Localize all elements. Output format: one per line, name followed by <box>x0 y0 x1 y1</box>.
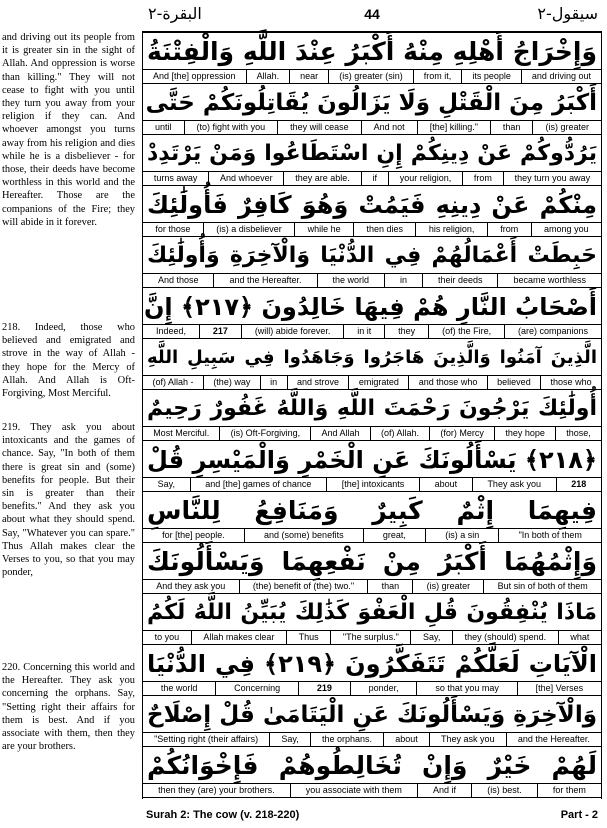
gloss-cell: turns away <box>153 173 198 183</box>
verse-row <box>143 441 601 492</box>
gloss-cell: Allah. <box>246 70 290 83</box>
verse-row <box>143 237 601 288</box>
gloss-cell: and [the] games of chance <box>190 478 326 491</box>
gloss-cell: to you <box>154 632 180 642</box>
gloss-cell: in it <box>343 325 384 338</box>
gloss-line <box>143 579 601 593</box>
gloss-cell: among you <box>531 223 601 236</box>
gloss-cell: ponder, <box>350 682 417 695</box>
gloss-cell: if <box>361 172 388 185</box>
verse-row <box>143 594 601 645</box>
gloss-cell: Most Merciful. <box>153 428 210 438</box>
arabic-text: وَإِثْمُهُمَا أَكْبَرُ مِنْ نَفْعِهِمَا وَيَسْأَلُونَكَ <box>147 547 597 576</box>
gloss-cell: Say, <box>410 631 452 644</box>
verse-row <box>143 33 601 84</box>
gloss-cell: (of) Allah - <box>152 377 194 387</box>
arabic-text: الْآيَاتِ لَعَلَّكُمْ تَتَفَكَّرُونَ ﴿٢١٩﴾ فِي الدُّنْيَا <box>147 650 597 678</box>
gloss-cell: [the] Verses <box>517 682 601 695</box>
translation-paragraph-continued: and driving out its people from it is greater sin in the sight of Allah. And oppression is worse than killing." They will not cease to fight with you until they turn you away from your religion if they can. And whoever amongst you turns away from his religion and dies while he is a disbeliever - for those, their deeds have become worthless in this world and the Hereafter. Those are the companions of the Fire; they will abide in it forever. <box>2 32 135 228</box>
gloss-cell: from <box>487 223 531 236</box>
translation-paragraph-220: 220. Concerning this world and the Hereafter. They ask you concerning the orphans. Say, "Setting right their affairs for them is best. And if you associate with them, then they are your brothers. <box>2 662 135 753</box>
arabic-text: الَّذِينَ آمَنُوا وَالَّذِينَ هَاجَرُوا وَجَاهَدُوا فِي سَبِيلِ اللَّهِ <box>147 347 597 368</box>
gloss-line <box>143 783 601 797</box>
gloss-cell: until <box>155 122 172 132</box>
gloss-cell: Concerning <box>215 682 298 695</box>
verse-row <box>143 747 601 798</box>
gloss-cell: and strove <box>287 376 349 389</box>
arabic-text: وَإِخْرَاجُ أَهْلِهِ مِنْهُ أَكْبَرُ عِنْدَ اللَّهِ وَالْفِتْنَةُ <box>147 37 597 66</box>
gloss-cell: (is) greater (sin) <box>328 70 413 83</box>
gloss-cell: and those who <box>408 376 486 389</box>
verse-row <box>143 645 601 696</box>
gloss-line <box>143 732 601 746</box>
verse-row <box>143 339 601 390</box>
gloss-line <box>143 477 601 491</box>
gloss-cell: (is) greater <box>412 580 483 593</box>
gloss-cell: And they ask you <box>156 581 226 591</box>
gloss-cell: the world <box>160 683 198 693</box>
gloss-cell: for those <box>155 224 191 234</box>
gloss-cell: near <box>289 70 328 83</box>
gloss-cell: (the) way <box>203 376 260 389</box>
gloss-cell: 217 <box>199 325 241 338</box>
gloss-cell: so that you may <box>416 682 516 695</box>
arabic-text: وَالْآخِرَةِ وَيَسْأَلُونَكَ عَنِ الْيَتَامَىٰ قُلْ إِصْلَاحٌ <box>147 702 597 728</box>
translation-paragraph-219: 219. They ask you about intoxicants and the games of chance. Say, "In both of them there is great sin and (some) benefits for people. But their sin is greater than their benefits." And they ask you about what they should spend. Say, "Whatever you can spare." Thus Allah makes clear the Verses to you, so that you may ponder, <box>2 422 135 579</box>
gloss-cell: [the] intoxicants <box>326 478 419 491</box>
gloss-cell: And [the] oppression <box>152 71 236 81</box>
translation-paragraph-218: 218. Indeed, those who believed and emigrated and strove in the way of Allah - they hope for the Mercy of Allah. And Allah is Oft-Forgiving, Most Merciful. <box>2 322 135 400</box>
gloss-cell: than <box>367 580 412 593</box>
page-header <box>142 0 602 31</box>
gloss-cell: they <box>384 325 428 338</box>
gloss-cell: in <box>260 376 287 389</box>
surah-reference: Surah 2: The cow (v. 218-220) <box>146 809 300 821</box>
gloss-cell: 218 <box>556 478 601 491</box>
verse-row <box>143 492 601 543</box>
page-number: 44 <box>364 6 380 22</box>
gloss-cell: they will cease <box>277 121 361 134</box>
gloss-line <box>143 69 601 83</box>
gloss-cell: for them <box>537 784 601 797</box>
arabic-text: يَرُدُّوكُمْ عَنْ دِينِكُمْ إِنِ اسْتَطَاعُوا وَمَنْ يَرْتَدِدْ <box>147 141 597 166</box>
verse-row <box>143 696 601 747</box>
gloss-cell: They ask you <box>429 733 506 746</box>
arabic-text: لَهُمْ خَيْرٌ وَإِنْ تُخَالِطُوهُمْ فَإِخْوَانُكُمْ <box>147 751 597 780</box>
gloss-cell: the orphans. <box>310 733 383 746</box>
gloss-cell: (is) best. <box>471 784 537 797</box>
gloss-cell: (the) benefit of (the) two." <box>239 580 368 593</box>
gloss-cell: than <box>490 121 533 134</box>
gloss-cell: And if <box>417 784 471 797</box>
gloss-cell: (for) Mercy <box>429 427 494 440</box>
gloss-line <box>143 375 601 389</box>
gloss-cell: then dies <box>353 223 415 236</box>
arabic-text: مَاذَا يُنْفِقُونَ قُلِ الْعَفْوَ كَذَٰلِكَ يُبَيِّنُ اللَّهُ لَكُمُ <box>147 600 597 625</box>
gloss-cell: became worthless <box>497 274 601 287</box>
gloss-cell: they (should) spend. <box>452 631 558 644</box>
verse-row <box>143 135 601 186</box>
gloss-cell: (is) a sin <box>425 529 498 542</box>
gloss-cell: and the Hereafter. <box>213 274 316 287</box>
gloss-cell: in <box>384 274 422 287</box>
gloss-cell: Say, <box>157 479 175 489</box>
gloss-cell: Allah makes clear <box>191 631 286 644</box>
page-footer <box>142 805 602 825</box>
gloss-cell: (are) companions <box>504 325 601 338</box>
verse-row <box>143 186 601 237</box>
word-by-word-grid <box>142 31 602 799</box>
verse-row <box>143 84 601 135</box>
gloss-line <box>143 171 601 185</box>
gloss-cell: your religion, <box>388 172 462 185</box>
gloss-cell: And those <box>157 275 199 285</box>
gloss-line <box>143 426 601 440</box>
arabic-text: ﴿٢١٨﴾ يَسْأَلُونَكَ عَنِ الْخَمْرِ وَالْمَيْسِرِ قُلْ <box>147 446 597 474</box>
gloss-cell: its people <box>461 70 521 83</box>
gloss-cell: they are able. <box>283 172 360 185</box>
gloss-cell: Indeed, <box>155 326 186 336</box>
gloss-cell: emigrated <box>348 376 408 389</box>
gloss-cell: from <box>462 172 503 185</box>
gloss-cell: And not <box>361 121 417 134</box>
gloss-cell: and driving out <box>521 70 601 83</box>
gloss-cell: believed <box>487 376 540 389</box>
gloss-cell: They ask you <box>472 478 556 491</box>
gloss-line <box>143 681 601 695</box>
gloss-line <box>143 324 601 338</box>
arabic-text: فِيهِمَا إِثْمٌ كَبِيرٌ وَمَنَافِعُ لِلنَّاسِ <box>147 496 597 525</box>
gloss-line <box>143 222 601 236</box>
gloss-cell: for [the] people. <box>162 530 225 540</box>
gloss-cell: "The surplus." <box>330 631 410 644</box>
juz-name-arabic: سيقول-٢ <box>537 4 598 23</box>
gloss-cell: they turn you away <box>503 172 601 185</box>
gloss-cell: about <box>419 478 472 491</box>
gloss-cell: (of) the Fire, <box>428 325 504 338</box>
gloss-cell: (is) Oft-Forgiving, <box>219 427 310 440</box>
gloss-cell: those, <box>555 427 601 440</box>
gloss-cell: and the Hereafter. <box>506 733 601 746</box>
gloss-cell: Say, <box>269 733 310 746</box>
gloss-cell: But sin of both of them <box>483 580 601 593</box>
arabic-text: أُولَٰئِكَ يَرْجُونَ رَحْمَتَ اللَّهِ وَاللَّهُ غَفُورٌ رَحِيمٌ <box>147 396 597 421</box>
gloss-cell: (is) greater <box>532 121 601 134</box>
gloss-cell: his religion, <box>415 223 486 236</box>
gloss-line <box>143 120 601 134</box>
verse-row <box>143 390 601 441</box>
gloss-cell: what <box>558 631 601 644</box>
arabic-text: أَصْحَابُ النَّارِ هُمْ فِيهَا خَالِدُونَ ﴿٢١٧﴾ إِنَّ <box>143 293 597 321</box>
gloss-cell: great, <box>363 529 425 542</box>
gloss-cell: the world <box>317 274 385 287</box>
gloss-cell: 219 <box>298 682 350 695</box>
gloss-cell: (to) fight with you <box>184 121 278 134</box>
part-label: Part - 2 <box>560 809 598 821</box>
verse-row <box>143 543 601 594</box>
gloss-line <box>143 630 601 644</box>
verse-row <box>143 288 601 339</box>
arabic-text: مِنْكُمْ عَنْ دِينِهِ فَيَمُتْ وَهُوَ كَافِرٌ فَأُولَٰئِكَ <box>147 191 597 219</box>
gloss-line <box>143 528 601 542</box>
gloss-cell: And Allah <box>310 427 369 440</box>
gloss-cell: then they (are) your brothers. <box>158 785 275 795</box>
gloss-cell: (of) Allah. <box>370 427 429 440</box>
gloss-cell: And whoever <box>208 172 283 185</box>
gloss-cell: and (some) benefits <box>244 529 363 542</box>
gloss-cell: while he <box>294 223 353 236</box>
gloss-cell: (will) abide forever. <box>241 325 343 338</box>
gloss-cell: Thus <box>286 631 330 644</box>
gloss-cell: [the] killing." <box>417 121 490 134</box>
gloss-line <box>143 273 601 287</box>
arabic-text: أَكْبَرُ مِنَ الْقَتْلِ وَلَا يَزَالُونَ يُقَاتِلُونَكُمْ حَتَّى <box>145 90 597 116</box>
gloss-cell: "In both of them <box>498 529 601 542</box>
gloss-cell: they hope <box>494 427 555 440</box>
gloss-cell: from it, <box>413 70 462 83</box>
gloss-cell: (is) a disbeliever <box>203 223 294 236</box>
gloss-cell: "Setting right (their affairs) <box>154 734 259 744</box>
arabic-text: حَبِطَتْ أَعْمَالُهُمْ فِي الدُّنْيَا وَالْآخِرَةِ وَأُولَٰئِكَ <box>147 243 597 268</box>
gloss-cell: their deeds <box>422 274 498 287</box>
gloss-cell: about <box>383 733 429 746</box>
gloss-cell: those who <box>540 376 601 389</box>
gloss-cell: you associate with them <box>290 784 417 797</box>
surah-name-arabic: البقرة-٢ <box>148 4 202 23</box>
